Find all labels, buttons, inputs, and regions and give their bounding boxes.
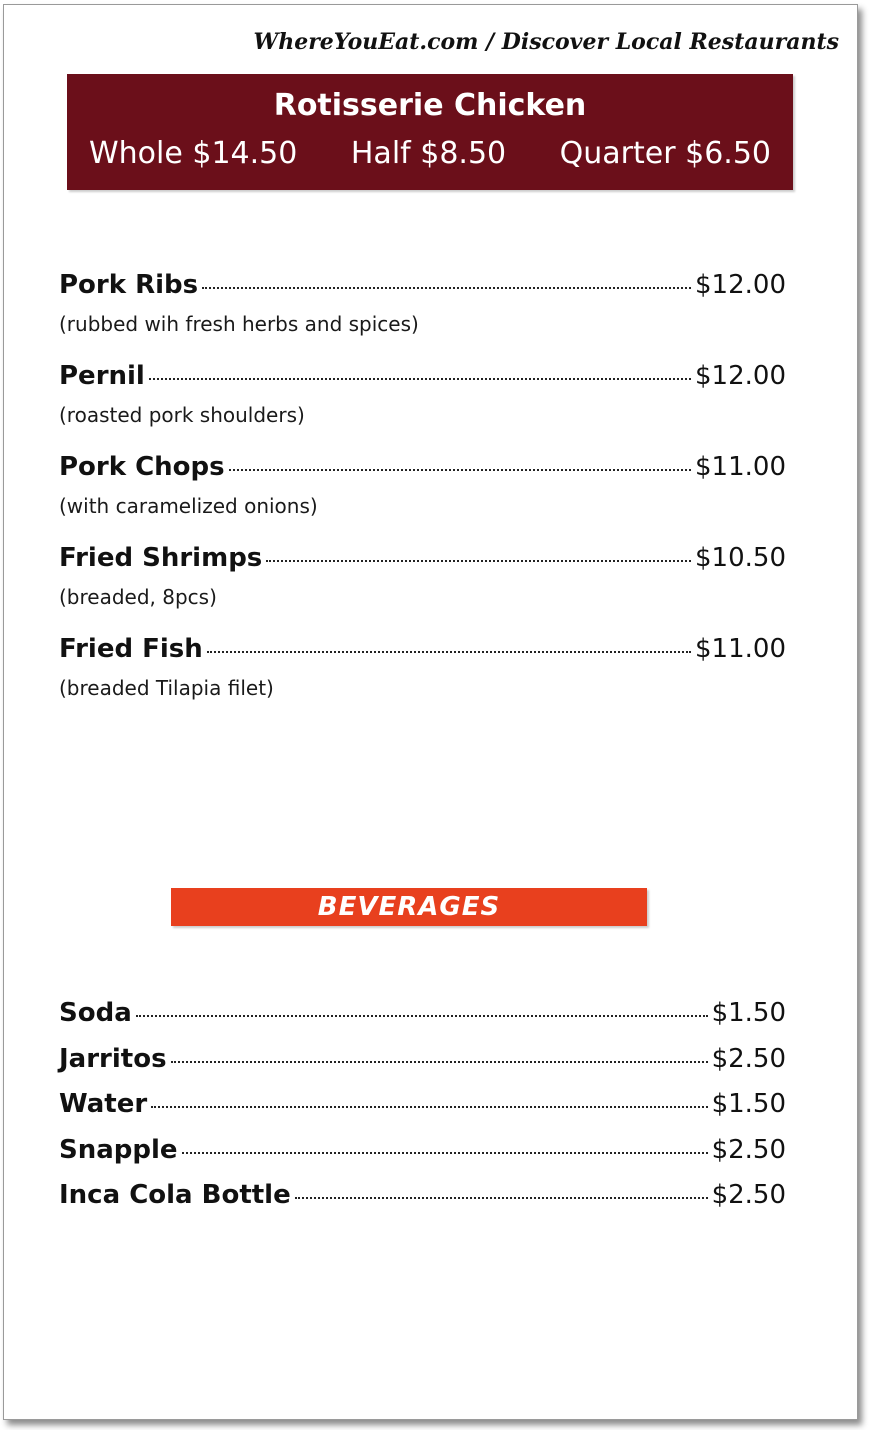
- beverages-menu-list: [59, 998, 786, 1226]
- item-name: Snapple: [59, 1134, 178, 1165]
- menu-item-pernil: [59, 361, 786, 452]
- item-price: $2.50: [711, 1043, 786, 1074]
- item-price: $10.50: [695, 543, 786, 573]
- rotisserie-prices: [89, 136, 771, 171]
- item-price: $2.50: [711, 1134, 786, 1165]
- dot-leader: [229, 469, 691, 471]
- quarter-price: Quarter $6.50: [559, 136, 771, 171]
- menu-item-pork-ribs: [59, 270, 786, 361]
- item-price: $12.00: [695, 361, 786, 391]
- menu-item-soda: [59, 998, 786, 1044]
- item-name: Fried Shrimps: [59, 543, 263, 573]
- item-description: (roasted pork shoulders): [59, 403, 305, 427]
- item-price: $11.00: [695, 452, 786, 482]
- watermark-text: WhereYouEat.com / Discover Local Restaurants: [253, 29, 839, 55]
- dot-leader: [182, 1152, 708, 1154]
- item-description: (with caramelized onions): [59, 494, 318, 518]
- item-price: $11.00: [695, 634, 786, 664]
- menu-item-fried-fish: [59, 634, 786, 725]
- menu-item-pork-chops: [59, 452, 786, 543]
- item-name: Fried Fish: [59, 634, 203, 664]
- dot-leader: [136, 1015, 708, 1017]
- menu-item-jarritos: [59, 1044, 786, 1090]
- dot-leader: [207, 651, 691, 653]
- item-price: $12.00: [695, 270, 786, 300]
- item-name: Soda: [59, 998, 132, 1028]
- whole-price: Whole $14.50: [89, 136, 298, 171]
- menu-page: [3, 4, 858, 1420]
- food-menu-list: [59, 270, 786, 725]
- menu-item-inca-cola-bottle: [59, 1180, 786, 1226]
- dot-leader: [171, 1061, 708, 1063]
- rotisserie-chicken-banner: [67, 74, 793, 190]
- item-description: (rubbed wih fresh herbs and spices): [59, 312, 419, 336]
- beverages-banner: BEVERAGES: [171, 888, 647, 926]
- item-name: Inca Cola Bottle: [59, 1180, 291, 1210]
- item-name: Jarritos: [59, 1043, 167, 1074]
- rotisserie-title: Rotisserie Chicken: [273, 88, 587, 123]
- menu-item-fried-shrimps: [59, 543, 786, 634]
- dot-leader: [149, 378, 691, 380]
- dot-leader: [151, 1106, 707, 1108]
- item-price: $2.50: [711, 1180, 786, 1210]
- item-price: $1.50: [711, 1089, 786, 1119]
- menu-item-snapple: [59, 1135, 786, 1181]
- menu-item-water: [59, 1089, 786, 1135]
- dot-leader: [295, 1197, 708, 1199]
- item-name: Pork Ribs: [59, 270, 199, 300]
- item-name: Pernil: [59, 361, 145, 391]
- item-description: (breaded Tilapia filet): [59, 676, 274, 700]
- dot-leader: [266, 560, 691, 562]
- item-name: Water: [59, 1089, 148, 1119]
- dot-leader: [202, 287, 691, 289]
- item-description: (breaded, 8pcs): [59, 585, 217, 609]
- item-price: $1.50: [711, 998, 786, 1028]
- item-name: Pork Chops: [59, 452, 225, 482]
- half-price: Half $8.50: [350, 136, 507, 171]
